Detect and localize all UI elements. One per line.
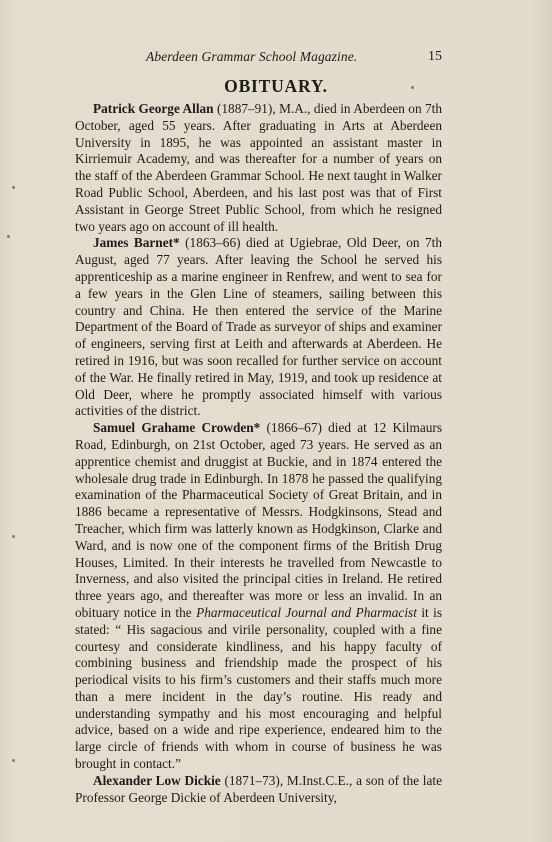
entry-name: James Barnet*	[93, 235, 180, 251]
obituary-entry-barnet	[75, 235, 442, 420]
obituary-entry-allan	[75, 101, 442, 235]
journal-title: Pharmaceutical Journal and Pharmacist	[196, 604, 417, 620]
running-head	[88, 49, 442, 69]
margin-speck	[12, 535, 15, 538]
running-title: Aberdeen Grammar School Magazine.	[146, 49, 358, 64]
margin-speck	[12, 759, 15, 762]
page-number: 15	[428, 49, 442, 64]
obituary-text-column	[75, 101, 442, 806]
entry-name: Patrick George Allan	[93, 101, 214, 116]
entry-text: (1866–67) died at 12 Kilmaurs Road, Edinburgh, on 21st October, aged 73 years. He served as an apprentice chemist and druggist at Buckie, and in 1874 entered the wholesale drug trade in Edinburgh. In 1878 he passed the qualifying examination of the Pharmaceutical Society of Great Britain, and in 1886 became a representative of Messrs. Hodgkinsons, Stead and Treacher, which firm was latterly known as Hodgkinson, Clarke and Ward, and is now one of the component firms of the British Drug Houses, Limited. In their interests he travelled from Newcastle to Inverness, and also visited the principal cities in Ireland. He retired three years ago, and thereafter was more or less an invalid. In an obituary notice in the	[75, 420, 442, 620]
entry-name: Alexander Low Dickie	[93, 772, 221, 788]
margin-speck	[411, 86, 414, 89]
entry-text: (1871–73), M.Inst.C.E., a son of the late Professor George Dickie of Aberdeen University,	[75, 772, 442, 805]
margin-speck	[12, 186, 15, 189]
entry-name: Samuel Grahame Crowden*	[93, 420, 261, 436]
obituary-heading: OBITUARY.	[224, 76, 328, 96]
entry-quote: it is stated: “ His sagacious and virile personality, coupled with a fine courtesy and considerate kindliness, and his happy faculty of combining business and friendship made the prospect of his periodical visits to his firm’s customers and their staffs much more than a mere incident in the day’s routine. His ready and understanding sympathy and his most encouraging and helpful advice, based on a wide and ripe experience, endeared him to the large circle of friends with whom in course of business he was brought in contact.”	[75, 604, 443, 772]
entry-text: (1863–66) died at Ugiebrae, Old Deer, on 7th August, aged 77 years. After leaving the School he served his apprenticeship as a marine engineer in Renfrew, and went to sea for a few years in the Glen Line of steamers, sailing between this country and China. He then entered the service of the Marine Department of the Board of Trade as surveyor of ships and examiner of engineers, serving first at Leith and afterwards at Aberdeen. He retired in 1916, but was soon recalled for further service on account of the War. He finally retired in May, 1919, and took up residence at Old Deer, where he promptly associated himself with various activities of the district.	[75, 235, 442, 419]
obituary-entry-crowden	[75, 420, 442, 773]
margin-speck	[7, 235, 10, 238]
entry-text: (1887–91), M.A., died in Aberdeen on 7th October, aged 55 years. After graduating in Arts at Aberdeen University in 1895, he was appointed an assistant master in Kirriemuir Academy, and was thereafter for a number of years on the staff of the Aberdeen Grammar School. He next taught in Walker Road Public School, Aberdeen, and his last post was that of First Assistant in George Street Public School, from which he resigned two years ago on account of ill health.	[75, 101, 443, 234]
obituary-entry-dickie	[75, 773, 442, 807]
